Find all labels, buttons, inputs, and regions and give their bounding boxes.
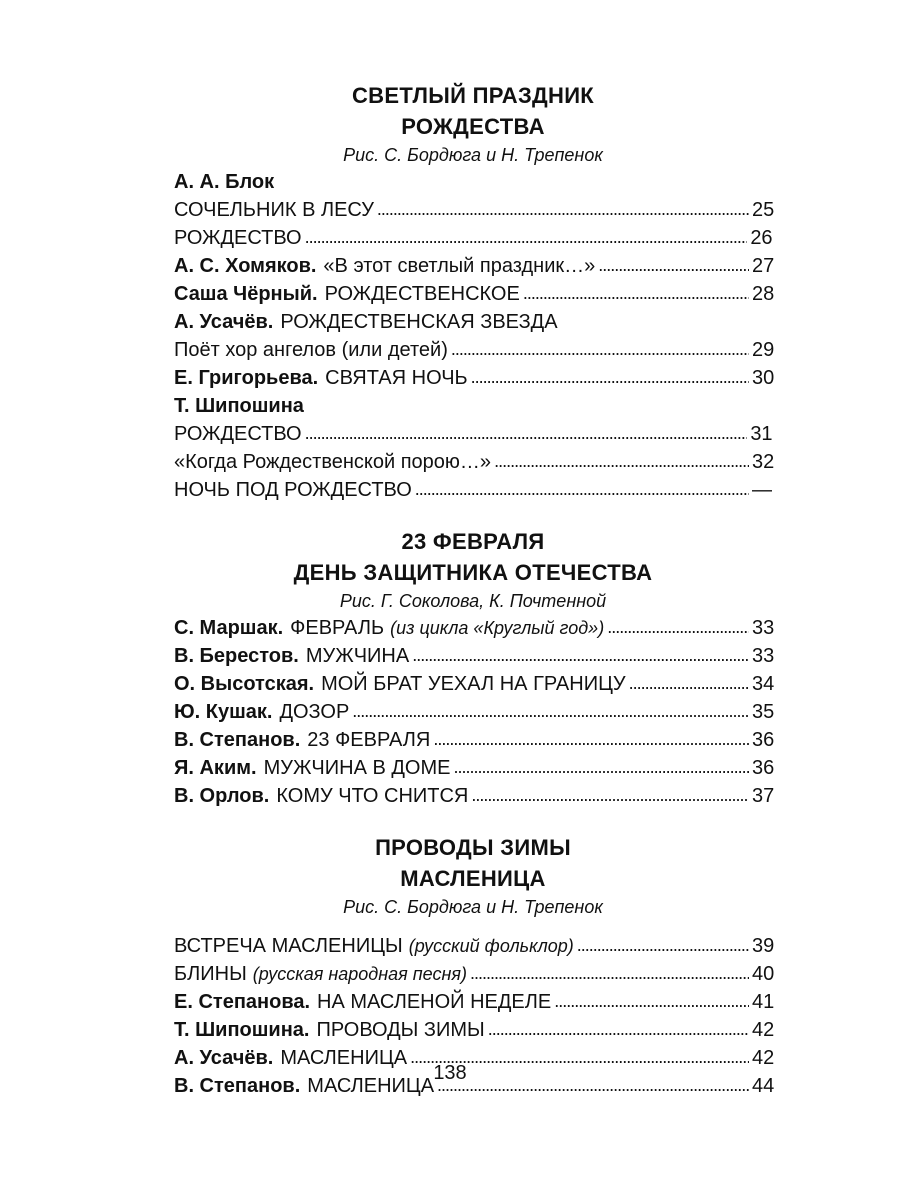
entry-title: ПРОВОДЫ ЗИМЫ xyxy=(316,1019,485,1041)
toc-entry xyxy=(174,476,772,504)
dot-leader xyxy=(305,223,748,251)
entry-page: 30 xyxy=(752,367,775,389)
entry-page: 36 xyxy=(752,729,775,751)
entry-page: 39 xyxy=(752,935,775,957)
toc-entry xyxy=(174,614,775,642)
entry-page: 34 xyxy=(752,673,775,695)
dot-leader xyxy=(629,669,749,697)
entry-title: ФЕВРАЛЬ xyxy=(290,617,385,639)
entry-author: В. Орлов. xyxy=(174,785,270,807)
entry-page: 35 xyxy=(752,701,775,723)
entry-title: РОЖДЕСТВО xyxy=(174,227,302,249)
dot-leader xyxy=(471,781,749,809)
entry-author: Саша Чёрный. xyxy=(174,283,318,305)
section-title-line: СВЕТЛЫЙ ПРАЗДНИК xyxy=(351,83,595,108)
toc-entry xyxy=(174,224,772,252)
entry-author: Е. Григорьева. xyxy=(174,367,319,389)
dot-leader xyxy=(451,335,749,363)
entry-page: 36 xyxy=(752,757,775,779)
entry-author: В. Степанов. xyxy=(174,1075,301,1097)
section-title-line: 23 ФЕВРАЛЯ xyxy=(401,529,545,554)
entry-title: 23 ФЕВРАЛЯ xyxy=(307,729,431,751)
entry-title: СВЯТАЯ НОЧЬ xyxy=(325,367,468,389)
entry-author: С. Маршак. xyxy=(174,617,284,639)
dot-leader xyxy=(352,697,749,725)
entry-author: Е. Степанова. xyxy=(174,991,311,1013)
section-maslenitsa xyxy=(174,832,775,1100)
dot-leader xyxy=(433,725,749,753)
dot-leader xyxy=(554,987,749,1015)
section-christmas xyxy=(174,80,775,504)
entry-page: 31 xyxy=(750,423,773,445)
dot-leader xyxy=(453,753,749,781)
dot-leader xyxy=(607,613,749,641)
entry-page: 25 xyxy=(752,199,775,221)
entry-page: 32 xyxy=(752,451,775,473)
dot-leader xyxy=(470,959,749,987)
illustrators-credit: Рис. С. Бордюга и Н. Трепенок xyxy=(343,897,603,917)
section-title-line: РОЖДЕСТВА xyxy=(401,114,545,139)
entry-title: СОЧЕЛЬНИК В ЛЕСУ xyxy=(174,199,374,221)
toc-entry xyxy=(174,336,775,364)
entry-author: Ю. Кушак. xyxy=(174,701,273,723)
illustrators-credit: Рис. Г. Соколова, К. Почтенной xyxy=(339,591,607,611)
entry-page: 27 xyxy=(752,255,775,277)
entry-title: НОЧЬ ПОД РОЖДЕСТВО xyxy=(174,479,412,501)
entry-author: А. С. Хомяков. xyxy=(174,255,317,277)
entry-title: МУЖЧИНА В ДОМЕ xyxy=(263,757,451,779)
entry-title: ДОЗОР xyxy=(279,701,350,723)
page-number: 138 xyxy=(433,1062,467,1084)
toc-entry xyxy=(174,364,775,392)
entry-title: МАСЛЕНИЦА xyxy=(280,1047,408,1069)
dot-leader xyxy=(488,1015,749,1043)
author-heading: А. А. Блок xyxy=(174,171,275,193)
author-heading: Т. Шипошина xyxy=(174,395,304,417)
entry-title: РОЖДЕСТВЕНСКАЯ ЗВЕЗДА xyxy=(280,311,558,333)
entry-note: (из цикла «Круглый год») xyxy=(390,618,605,638)
toc-entry xyxy=(174,698,775,726)
toc-entry xyxy=(174,932,775,960)
dot-leader xyxy=(412,641,749,669)
entry-title: БЛИНЫ xyxy=(174,963,247,985)
entry-page: 42 xyxy=(752,1047,775,1069)
entry-page: 41 xyxy=(752,991,775,1013)
dot-leader xyxy=(494,447,749,475)
entry-author: Т. Шипошина. xyxy=(174,1019,310,1041)
entry-title: «В этот светлый праздник…» xyxy=(323,255,596,277)
entry-title: МОЙ БРАТ УЕХАЛ НА ГРАНИЦУ xyxy=(321,673,626,695)
toc-entry xyxy=(174,960,775,988)
entry-page: 33 xyxy=(752,645,775,667)
dot-leader xyxy=(577,931,749,959)
entry-author: А. Усачёв. xyxy=(174,1047,274,1069)
entry-title: КОМУ ЧТО СНИТСЯ xyxy=(276,785,469,807)
toc-entry xyxy=(174,1016,775,1044)
section-title-line: МАСЛЕНИЦА xyxy=(400,866,546,891)
entry-note: (русская народная песня) xyxy=(252,964,467,984)
toc-entry xyxy=(174,782,775,810)
toc-entry xyxy=(174,754,775,782)
entry-page: 33 xyxy=(752,617,775,639)
dot-leader xyxy=(523,279,749,307)
entry-title: РОЖДЕСТВЕНСКОЕ xyxy=(324,283,520,305)
entry-title: Поёт хор ангелов (или детей) xyxy=(174,339,448,361)
entry-title: НА МАСЛЕНОЙ НЕДЕЛЕ xyxy=(317,991,552,1013)
entry-title: ВСТРЕЧА МАСЛЕНИЦЫ xyxy=(174,935,403,957)
dot-leader xyxy=(415,475,749,503)
entry-author: В. Берестов. xyxy=(174,645,299,667)
entry-page: 37 xyxy=(752,785,775,807)
toc-entry xyxy=(174,670,775,698)
entry-page: 26 xyxy=(750,227,773,249)
entry-author: Я. Аким. xyxy=(174,757,257,779)
entry-author: В. Степанов. xyxy=(174,729,301,751)
entry-author: А. Усачёв. xyxy=(174,311,274,333)
entry-note: (русский фольклор) xyxy=(408,936,574,956)
toc-entry xyxy=(174,196,775,224)
section-title-line: ДЕНЬ ЗАЩИТНИКА ОТЕЧЕСТВА xyxy=(293,560,653,585)
entry-page: 28 xyxy=(752,283,775,305)
toc-entry xyxy=(174,726,775,754)
toc-entry-heading xyxy=(174,308,772,336)
dot-leader xyxy=(598,251,749,279)
entry-page: 40 xyxy=(752,963,775,985)
illustrators-credit: Рис. С. Бордюга и Н. Трепенок xyxy=(343,145,603,165)
entry-page: 42 xyxy=(752,1019,775,1041)
section-defender-day xyxy=(174,526,775,810)
toc-entry xyxy=(174,642,775,670)
entry-title: МАСЛЕНИЦА xyxy=(307,1075,435,1097)
entry-author: О. Высотская. xyxy=(174,673,315,695)
toc-entry xyxy=(174,420,772,448)
toc-entry xyxy=(174,280,775,308)
dot-leader xyxy=(471,363,749,391)
toc-entry xyxy=(174,448,775,476)
toc-entry xyxy=(174,988,775,1016)
dot-leader xyxy=(377,195,749,223)
section-title-line: ПРОВОДЫ ЗИМЫ xyxy=(375,835,571,860)
toc-entry xyxy=(174,252,775,280)
entry-title: РОЖДЕСТВО xyxy=(174,423,302,445)
dot-leader xyxy=(305,419,748,447)
entry-title: МУЖЧИНА xyxy=(305,645,410,667)
entry-page: 44 xyxy=(752,1075,775,1097)
entry-title: «Когда Рождественской порою…» xyxy=(174,451,492,473)
entry-page: 29 xyxy=(752,339,775,361)
entry-page: — xyxy=(752,479,772,501)
